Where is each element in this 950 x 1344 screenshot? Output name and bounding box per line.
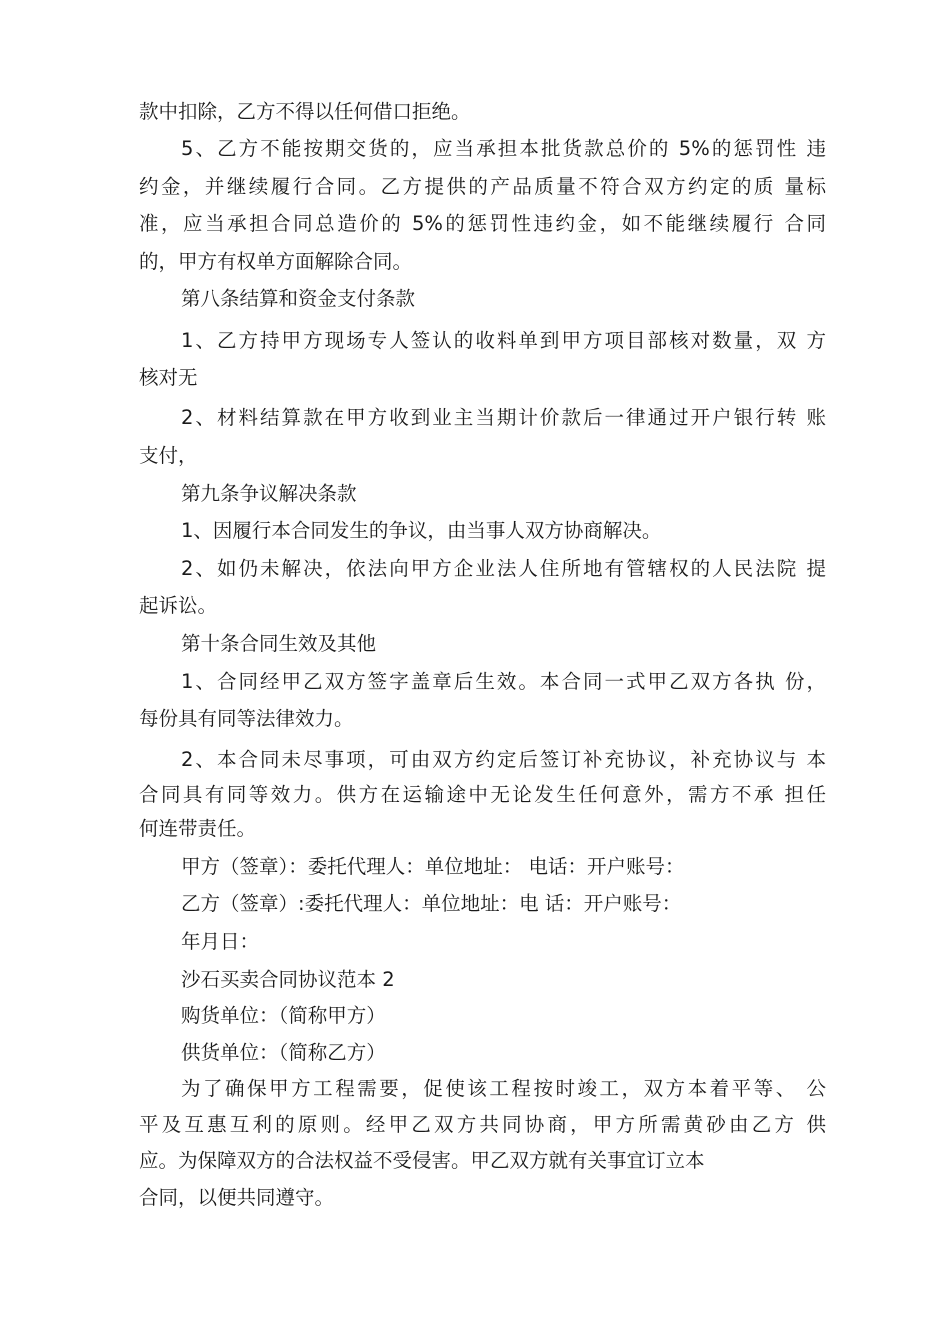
signature-line-party-a: 甲方（签章）：委托代理人：单位地址： 电话：开户账号：: [181, 855, 685, 878]
text-line: 平及互惠互利的原则。经甲乙双方共同协商，甲方所需黄砂由乙方 供: [139, 1113, 826, 1136]
text-line: 何连带责任。: [139, 817, 257, 840]
text-line: 的，甲方有权单方面解除合同。: [139, 250, 413, 273]
text-line: 5、乙方不能按期交货的，应当承担本批货款总价的 5%的惩罚性 违: [181, 137, 826, 160]
text-line: 支付，: [139, 444, 198, 467]
text-line: 2、材料结算款在甲方收到业主当期计价款后一律通过开户银行转 账: [181, 406, 826, 429]
text-line: 1、乙方持甲方现场专人签认的收料单到甲方项目部核对数量，双 方: [181, 329, 826, 352]
text-line: 核对无: [139, 366, 198, 389]
text-line: 应。为保障双方的合法权益不受侵害。甲乙双方就有关事宜订立本: [139, 1149, 705, 1172]
section-heading: 第十条合同生效及其他: [181, 632, 377, 655]
text-line: 合同，以便共同遵守。: [139, 1186, 335, 1209]
signature-line-party-b: 乙方（签章）:委托代理人：单位地址：电 话：开户账号：: [181, 892, 682, 915]
text-line: 款中扣除，乙方不得以任何借口拒绝。: [139, 100, 471, 123]
text-line: 起诉讼。: [139, 594, 218, 617]
text-line: 每份具有同等法律效力。: [139, 707, 354, 730]
document-title: 沙石买卖合同协议范本 2: [181, 968, 395, 991]
date-line: 年月日：: [181, 930, 260, 953]
text-line: 准，应当承担合同总造价的 5%的惩罚性违约金，如不能继续履行 合同: [139, 212, 826, 235]
text-line: 2、如仍未解决，依法向甲方企业法人住所地有管辖权的人民法院 提: [181, 557, 826, 580]
buyer-line: 购货单位：（简称甲方）: [181, 1004, 386, 1027]
text-line: 1、因履行本合同发生的争议，由当事人双方协商解决。: [181, 519, 662, 542]
text-line: 约金，并继续履行合同。乙方提供的产品质量不符合双方约定的质 量标: [139, 175, 826, 198]
text-line: 合同具有同等效力。供方在运输途中无论发生任何意外，需方不承 担任: [139, 783, 826, 806]
section-heading: 第九条争议解决条款: [181, 482, 357, 505]
supplier-line: 供货单位：（简称乙方）: [181, 1041, 386, 1064]
text-line: 1、合同经甲乙双方签字盖章后生效。本合同一式甲乙双方各执 份，: [181, 670, 826, 693]
text-line: 为了确保甲方工程需要，促使该工程按时竣工，双方本着平等、 公: [181, 1077, 826, 1100]
section-heading: 第八条结算和资金支付条款: [181, 287, 416, 310]
text-line: 2、本合同未尽事项，可由双方约定后签订补充协议，补充协议与 本: [181, 748, 826, 771]
